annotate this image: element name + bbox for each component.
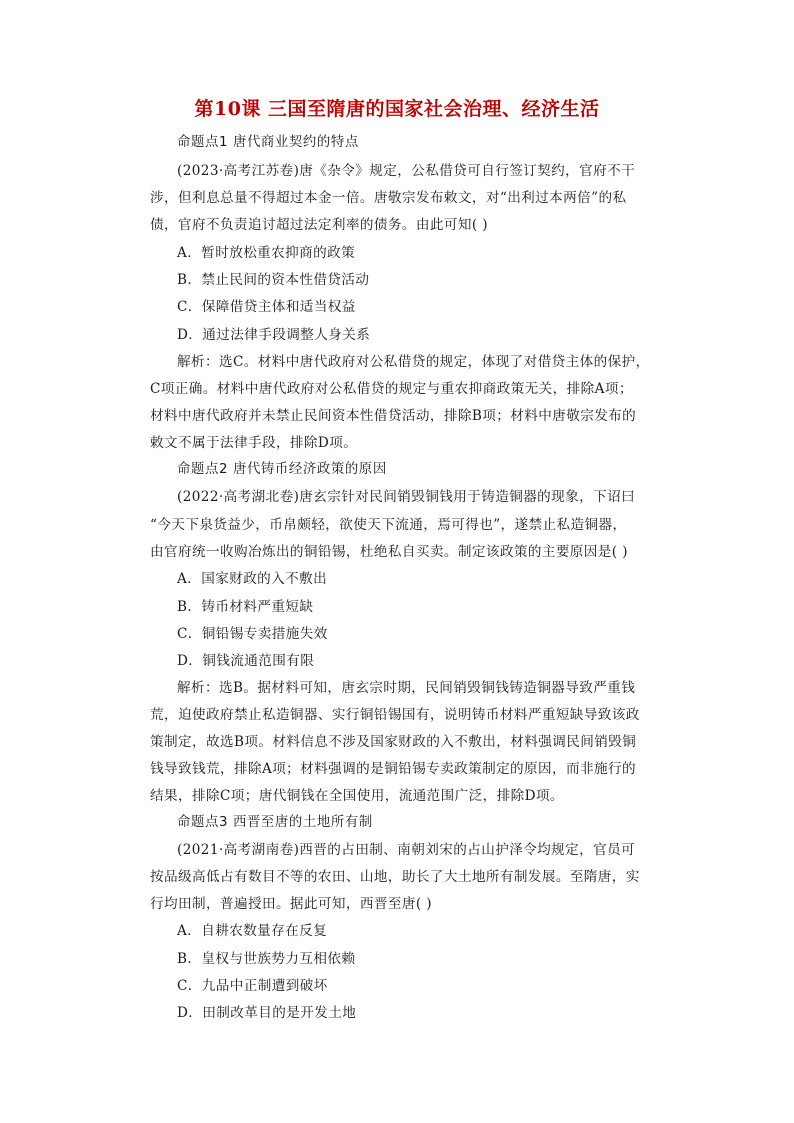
point-1-analysis-line-4: 敕文不属于法律手段，排除D项。 — [150, 435, 358, 451]
point-2-question-line-3: 由官府统一收购冶炼出的铜铅锡，杜绝私自买卖。制定该政策的主要原因是( ) — [150, 544, 628, 560]
point-1-option-a: A．暂时放松重农抑商的政策 — [177, 245, 356, 261]
point-1-question-line-1: (2023·高考江苏卷)唐《杂令》规定，公私借贷可自行签订契约，官府不干 — [177, 163, 636, 179]
point-2-analysis-line-5: 结果，排除C项；唐代铜钱在全国使用，流通范围广泛，排除D项。 — [150, 788, 564, 804]
point-3-option-c: C．九品中正制遭到破坏 — [177, 978, 328, 994]
point-2-option-c: C．铜铅锡专卖措施失效 — [177, 626, 328, 642]
point-1-analysis-line-2: C项正确。材料中唐代政府对公私借贷的规定与重农抑商政策无关，排除A项； — [150, 381, 633, 397]
point-3-option-a: A．自耕农数量存在反复 — [177, 923, 328, 939]
point-3-question-line-2: 按品级高低占有数目不等的农田、山地，助长了大土地所有制发展。至隋唐，实 — [150, 869, 640, 885]
point-2-option-d: D．铜钱流通范围有限 — [177, 653, 315, 669]
point-1-option-b: B．禁止民间的资本性借贷活动 — [177, 272, 370, 288]
point-2-question-line-1: (2022·高考湖北卷)唐玄宗针对民间销毁铜钱用于铸造铜器的现象，下诏曰 — [177, 489, 636, 505]
point-1-question-line-3: 债，官府不负责追讨超过法定利率的债务。由此可知( ) — [150, 217, 488, 233]
point-2-heading: 命题点2 唐代铸币经济政策的原因 — [177, 462, 387, 477]
point-2-analysis-line-1: 解析：选B。据材料可知，唐玄宗时期，民间销毁铜钱铸造铜器导致严重钱 — [177, 680, 636, 696]
lesson-title: 第10课 三国至隋唐的国家社会治理、经济生活 — [194, 98, 600, 120]
point-1-option-c: C．保障借贷主体和适当权益 — [177, 299, 356, 315]
point-3-question-line-3: 行均田制，普遍授田。据此可知，西晋至唐( ) — [150, 896, 433, 912]
point-3-option-b: B．皇权与世族势力互相依赖 — [177, 951, 356, 967]
point-2-option-a: A．国家财政的入不敷出 — [177, 571, 328, 587]
point-2-question-line-2: “今天下泉货益少，币帛颇轻，欲使天下流通，焉可得也”，遂禁止私造铜器， — [150, 517, 627, 533]
point-1-option-d: D．通过法律手段调整人身关系 — [177, 327, 371, 343]
point-3-heading: 命题点3 西晋至唐的土地所有制 — [177, 815, 373, 830]
point-1-heading: 命题点1 唐代商业契约的特点 — [177, 135, 359, 150]
point-2-analysis-line-2: 荒，迫使政府禁止私造铜器、实行铜铅锡国有，说明铸币材料严重短缺导致该政 — [150, 707, 640, 723]
point-3-option-d: D．田制改革目的是开发土地 — [177, 1005, 357, 1021]
point-2-option-b: B．铸币材料严重短缺 — [177, 599, 314, 615]
point-2-analysis-line-3: 策制定，故选B项。材料信息不涉及国家财政的入不敷出，材料强调民间销毁铜 — [150, 734, 637, 750]
point-1-analysis-line-1: 解析：选C。材料中唐代政府对公私借贷的规定，体现了对借贷主体的保护， — [177, 354, 650, 370]
point-3-question-line-1: (2021·高考湖南卷)西晋的占田制、南朝刘宋的占山护泽令均规定，官员可 — [177, 842, 636, 858]
point-1-question-line-2: 涉，但利息总量不得超过本金一倍。唐敬宗发布敕文，对“出利过本两倍”的私 — [150, 190, 627, 206]
point-2-analysis-line-4: 钱导致钱荒，排除A项；材料强调的是铜铅锡专卖政策制定的原因，而非施行的 — [150, 761, 637, 777]
point-1-analysis-line-3: 材料中唐代政府并未禁止民间资本性借贷活动，排除B项；材料中唐敬宗发布的 — [150, 408, 637, 424]
